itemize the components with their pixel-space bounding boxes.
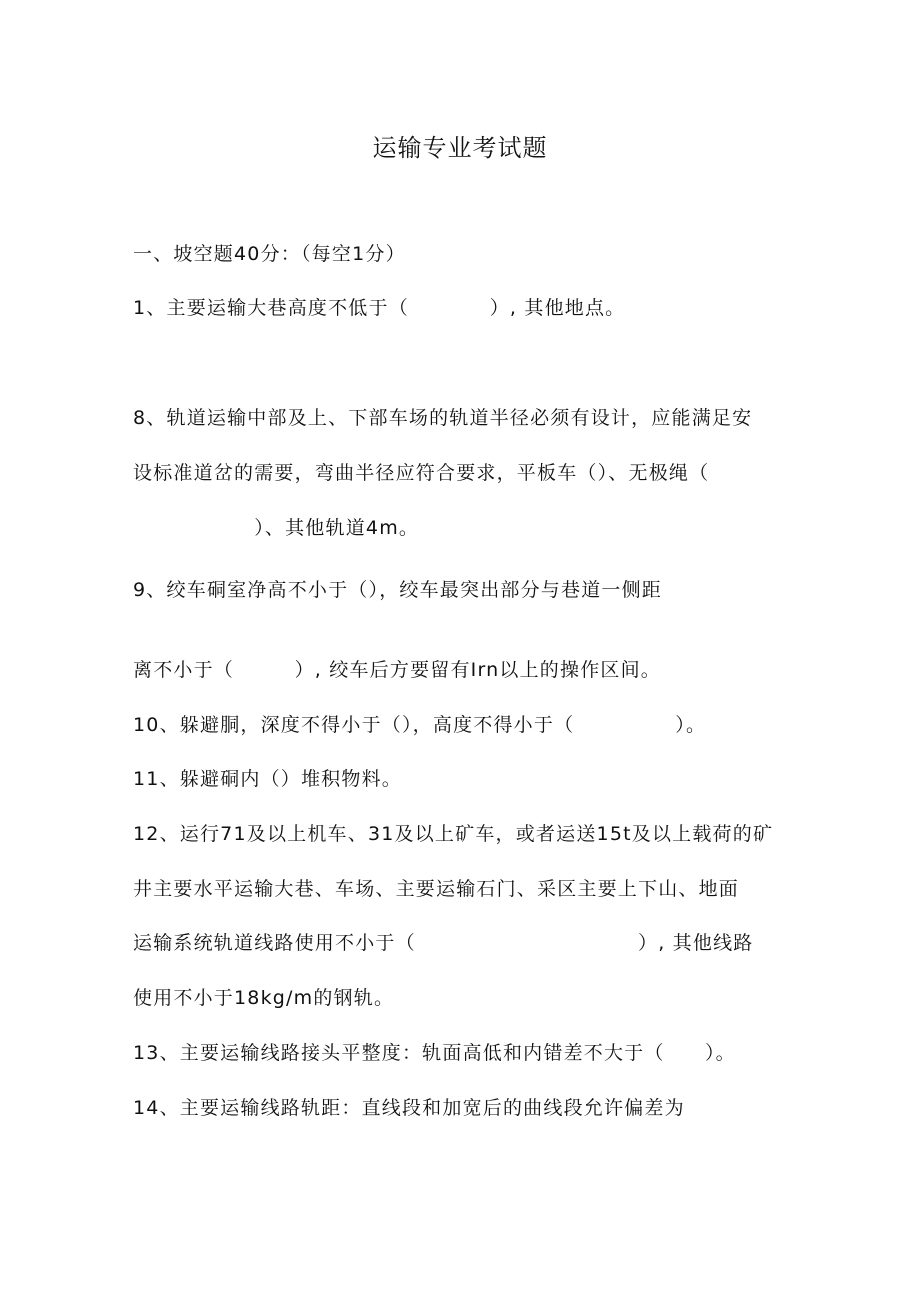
- page-title: 运输专业考试题: [372, 134, 548, 162]
- question-8-line-3: ）、其他轨道4m。: [133, 517, 420, 539]
- question-12-line-4: 使用不小于18kg/m的钢轨。: [133, 987, 395, 1009]
- question-12-line-1: 12、运行71及以上机车、31及以上矿车，或者运送15t及以上载荷的矿: [133, 823, 774, 845]
- section-heading: 一、坡空题40分：（每空1分）: [133, 243, 406, 265]
- question-12-line-2: 井主要水平运输大巷、车场、主要运输石门、采区主要上下山、地面: [133, 878, 740, 900]
- question-14: 14、主要运输线路轨距：直线段和加宽后的曲线段允许偏差为: [133, 1097, 685, 1119]
- question-13: 13、主要运输线路接头平整度：轨面高低和内错差不大于（ ）。: [133, 1042, 736, 1064]
- question-11: 11、躲避硐内（）堆积物料。: [133, 768, 402, 790]
- question-8-line-1: 8、轨道运输中部及上、下部车场的轨道半径必须有设计，应能满足安: [133, 407, 753, 429]
- question-9-line-1: 9、绞车硐室净高不小于（），绞车最突出部分与巷道一侧距: [133, 579, 662, 601]
- question-8-line-2: 设标准道岔的需要，弯曲半径应符合要求，平板车（）、无极绳（: [133, 462, 710, 484]
- question-1: 1、主要运输大巷高度不低于（ ）, 其他地点。: [133, 297, 626, 319]
- question-12-line-3: 运输系统轨道线路使用不小于（ ）, 其他线路: [133, 932, 754, 954]
- question-9-line-2: 离不小于（ ）, 绞车后方要留有Irn以上的操作区间。: [133, 659, 662, 681]
- question-10: 10、躲避胴，深度不得小于（），高度不得小于（ ）。: [133, 714, 707, 736]
